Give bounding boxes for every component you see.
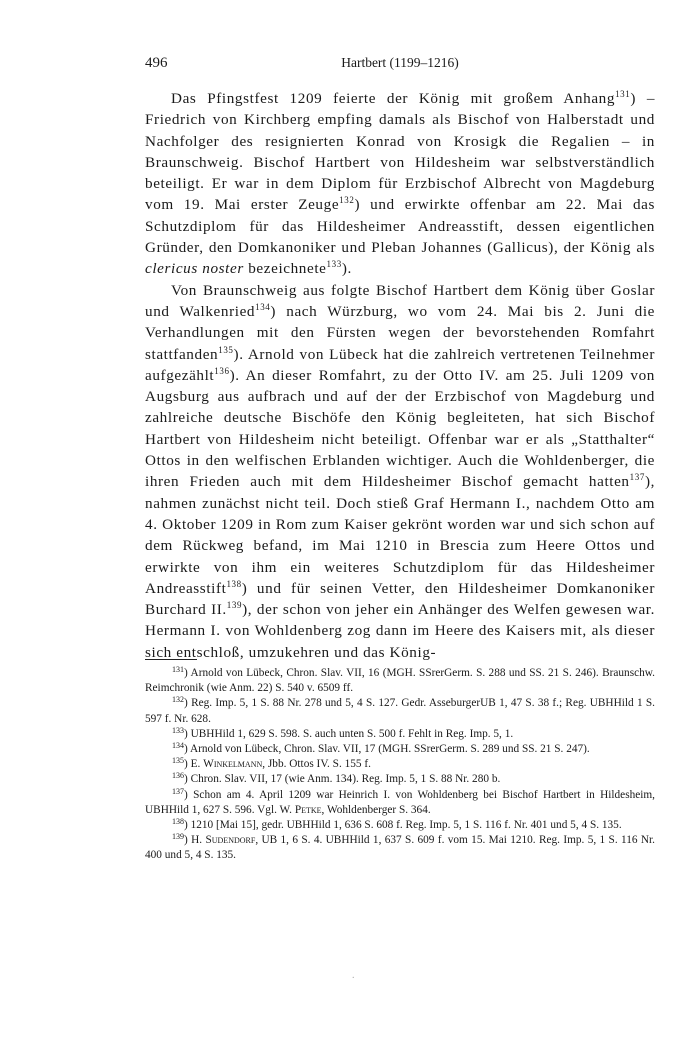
text-run: Schon am 4. April 1209 war Heinrich I. von Wohldenberg bei Bischof Hartbert in Hildesheim, UBHHild 1, 627 S. 596. Vgl. W. [145,788,655,816]
text-run: ). An dieser Romfahrt, zu der Otto IV. am 25. Juli 1209 von Augsburg aus aufbrach und auf der der Erzbischof von Magdeburg und zahlreiche deutsche Bischöfe den König begleiteten, hat sich Bischof Hartbert von Hildesheim nicht beteiligt. Offenbar war er als „Statthalter“ Ottos in den welfischen Erblanden wichtiger. Auch die Wohldenberger, die ihren Frieden auch mit dem Hildesheimer Bischof gemacht hatten [145,366,655,491]
footnote: $^{133}$) UBHHild 1, 629 S. 598. S. auch unten S. 500 f. Fehlt in Reg. Imp. 5, 1. [172,725,514,740]
text-run: Reg. Imp. 5, 1 S. 88 Nr. 278 und 5, 4 S. 127. Gedr. AsseburgerUB 1, 47 S. 38 f.; Reg. UBHHild 1 S. 597 f. Nr. 628. [145,697,655,725]
footnote-number: 134 [172,741,184,751]
footnote-number: 132 [172,695,184,705]
running-title: Hartbert (1199–1216) [341,55,459,70]
text-run: ) – Friedrich von Kirchberg empfing damals als Bischof von Halberstadt und Nachfolger des resignierten Konrad von Krosigk die Regalien – in Braunschweig. Bischof Hartbert von Hildesheim war selbstverständlich beteiligt. Er war in dem Diplom für Erzbischof Albrecht von Magdeburg vom 19. Mai erster Zeuge [145,90,656,214]
text-run: ), nahmen zunächst nicht teil. Doch stieß Graf Hermann I., nachdem Otto am 4. Oktober 1209 in Rom zum Kaiser gekrönt worden war und sich schon auf dem Rückweg befand, im Mai 1210 in Brescia zum Heere Ottos und erwirkte von ihm ein weiteres Schutzdiplom für das Hildesheimer Andreasstift [145,473,655,597]
text-run: Arnold von Lübeck, Chron. Slav. VII, 16 (MGH. SSrerGerm. S. 288 und SS. 21 S. 246). Braunschw. Reimchronik (wie Anm. 22) S. 540 v. 6509 ff. [145,667,655,695]
footnote-number: 139 [172,832,184,842]
body-paragraph [145,280,655,663]
document-page [145,0,655,663]
text-run: E. [190,758,204,771]
text-run: , Wohldenberger S. 364. [321,803,431,816]
footnote: $^{137}$) Schon am 4. April 1209 war Heinrich I. von Wohldenberg bei Bischof Hartbert in Hildesheim, UBHHild 1, 627 S. 596. Vgl. W. Petke, Wohldenberger S. 364. [145,786,655,816]
footnote-ref: 133 [326,259,342,270]
text-run: , Jbb. Ottos IV. S. 155 f. [262,758,371,771]
text-run: ). [341,260,352,278]
text-run: ). Arnold von Lübeck hat die zahlreich vertretenen Teilnehmer aufgezählt [145,345,655,384]
page-number: 496 [145,55,168,71]
footnotes [145,666,655,864]
author-name: Winkelmann [203,758,263,771]
footnote: $^{131}$) Arnold von Lübeck, Chron. Slav. VII, 16 (MGH. SSrerGerm. S. 288 und SS. 21 S. 246). Braunschw. Reimchronik (wie Anm. 22) S. 540 v. 6509 ff. [145,665,655,695]
text-run: ) und erwirkte offenbar am 22. Mai das Schutzdiplom für das Hildesheimer Andreasstift, dessen eigentlichen Gründer, den Domkanoniker und Pleban Johannes (Gallicus), der König als [145,196,655,257]
text-run: H. [191,834,206,847]
footnote-number: 135 [172,756,184,766]
text-run: Das Pfingstfest 1209 feierte der König mit großem Anhang [171,90,616,107]
running-header [145,55,655,75]
footnote: $^{136}$) Chron. Slav. VII, 17 (wie Anm. 134). Reg. Imp. 5, 1 S. 88 Nr. 280 b. [172,771,501,786]
footnote: $^{135}$) E. Winkelmann, Jbb. Ottos IV. S. 155 f. [172,756,371,771]
author-name: Petke [294,803,322,816]
footnote-number: 133 [172,725,184,735]
text-run: 1210 [Mai 15], gedr. UBHHild 1, 636 S. 608 f. Reg. Imp. 5, 1 S. 116 f. Nr. 401 und 5, 4 S. 135. [190,819,622,832]
italic-term: clericus noster [145,260,244,278]
footnote-ref: 136 [214,365,230,376]
footnote: $^{134}$) Arnold von Lübeck, Chron. Slav. VII, 17 (MGH. SSrerGerm. S. 289 und SS. 21 S. 247). [172,741,590,756]
footnote-separator [145,659,197,660]
text-run: Von Braunschweig aus folgte Bischof Hartbert dem König über Goslar und Walkenried [145,281,655,320]
footnote-ref: 139 [226,600,243,611]
footnote-ref: 137 [629,472,645,483]
footnote-number: 138 [172,817,184,827]
footnote: $^{132}$) Reg. Imp. 5, 1 S. 88 Nr. 278 und 5, 4 S. 127. Gedr. AsseburgerUB 1, 47 S. 38 f.; Reg. UBHHild 1 S. 597 f. Nr. 628. [145,695,655,725]
text-run: ) nach Würzburg, wo vom 24. Mai bis 2. Juni die Verhandlungen mit den Fürsten wegen der bevorstehenden Romfahrt stattfanden [145,302,655,363]
footnote-ref: 135 [218,344,234,355]
text-run: ) und für seinen Vetter, den Hildesheimer Domkanoniker Burchard II. [145,579,655,619]
text-run: ), der schon von jeher ein Anhänger des Welfen gewesen war. Hermann I. von Wohldenberg zog dann im Heere des Kaisers mit, als dieser sich entschloß, umzukehren und das König- [145,601,656,661]
page-mark: . [352,970,355,981]
body-paragraph [145,88,655,280]
footnote-number: 131 [172,665,184,674]
text-run: Chron. Slav. VII, 17 (wie Anm. 134). Reg. Imp. 5, 1 S. 88 Nr. 280 b. [190,773,501,786]
footnote-number: 137 [172,786,184,796]
footnote-ref: 134 [255,301,271,312]
text-run: UBHHild 1, 629 S. 598. S. auch unten S. 500 f. Fehlt in Reg. Imp. 5, 1. [190,727,514,740]
footnote-ref: 131 [615,89,631,99]
footnote-ref: 132 [339,195,355,206]
footnote: $^{139}$) H. Sudendorf, UB 1, 6 S. 4. UBHHild 1, 637 S. 609 f. vom 15. Mai 1210. Reg. Imp. 5, 1 S. 116 Nr. 400 und 5, 4 S. 135. [145,832,655,862]
text-run: bezeichnete [243,260,327,278]
footnote-number: 136 [172,771,184,781]
body-text [145,88,655,663]
footnote: $^{138}$) 1210 [Mai 15], gedr. UBHHild 1, 636 S. 608 f. Reg. Imp. 5, 1 S. 116 f. Nr. 401 und 5, 4 S. 135. [172,817,622,832]
text-run: , UB 1, 6 S. 4. UBHHild 1, 637 S. 609 f. vom 15. Mai 1210. Reg. Imp. 5, 1 S. 116 Nr. 400 und 5, 4 S. 135. [145,834,655,862]
footnote-ref: 138 [226,578,242,589]
text-run: Arnold von Lübeck, Chron. Slav. VII, 17 (MGH. SSrerGerm. S. 289 und SS. 21 S. 247). [189,743,590,756]
author-name: Sudendorf [205,834,256,847]
